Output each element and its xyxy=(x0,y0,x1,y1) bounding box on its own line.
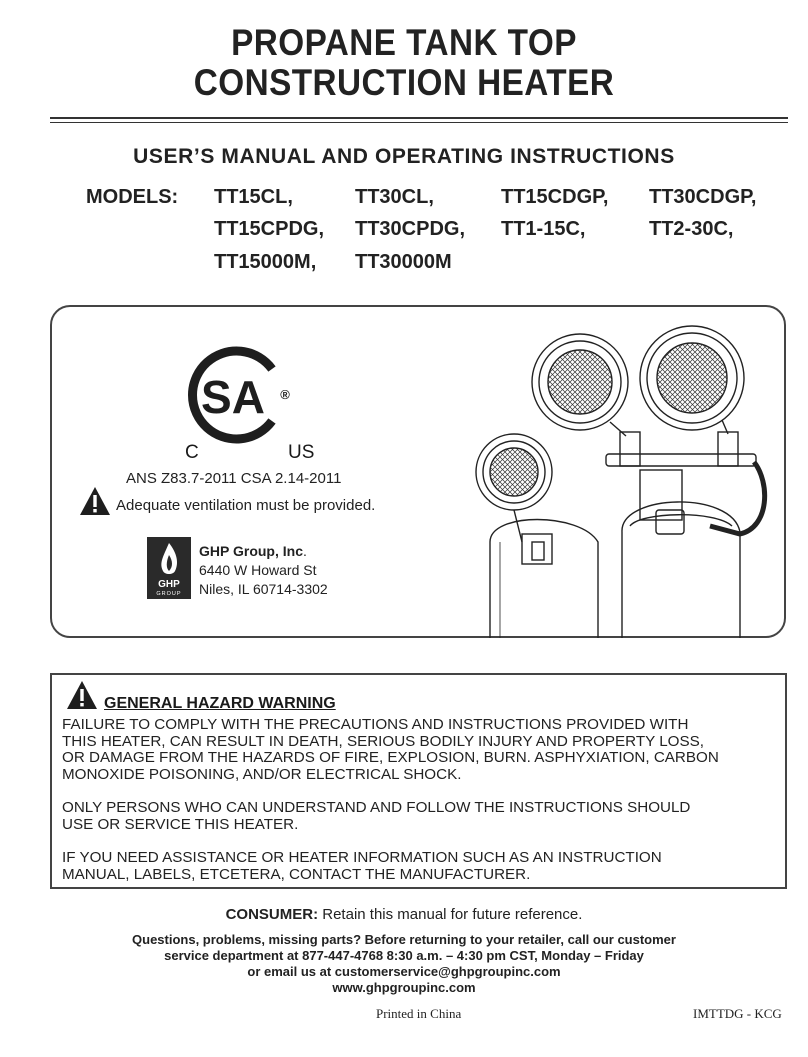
website: www.ghpgroupinc.com xyxy=(332,980,476,995)
service-line-1: Questions, problems, missing parts? Before returning to your retailer, call our customer xyxy=(132,932,676,947)
warning-title: GENERAL HAZARD WARNING xyxy=(104,695,336,712)
warning-line: IF YOU NEED ASSISTANCE OR HEATER INFORMATION SUCH AS AN INSTRUCTION xyxy=(62,849,662,866)
model-item: TT30000M xyxy=(355,251,452,273)
model-item: TT1-15C, xyxy=(501,218,586,240)
company-name-period: . xyxy=(302,543,307,559)
title-line-2: CONSTRUCTION HEATER xyxy=(193,62,615,103)
warning-line: USE OR SERVICE THIS HEATER. xyxy=(62,815,299,833)
registered-mark: ® xyxy=(280,387,290,402)
ghp-logo-bottom: GROUP xyxy=(156,591,182,597)
warning-paragraph-1 xyxy=(62,717,782,783)
model-item: TT30CPDG, xyxy=(355,218,466,240)
title-line-1: PROPANE TANK TOP xyxy=(231,22,577,63)
model-item: TT30CDGP, xyxy=(649,186,757,208)
c-mark: C xyxy=(185,442,199,463)
warning-line: OR DAMAGE FROM THE HAZARDS OF FIRE, EXPLOSION, BURN. ASPHYXIATION, CARBON xyxy=(62,749,719,766)
model-item: TT15CL, xyxy=(214,186,293,208)
printed-in: Printed in China xyxy=(376,1006,462,1021)
csa-logo-text: SA xyxy=(201,371,265,423)
warning-line: THIS HEATER, CAN RESULT IN DEATH, SERIOUS BODILY INJURY AND PROPERTY LOSS, xyxy=(62,732,704,750)
document-code: IMTTDG - KCG xyxy=(693,1006,782,1021)
model-item: TT15CPDG, xyxy=(214,218,325,240)
warning-paragraph-3 xyxy=(62,850,782,883)
us-mark: US xyxy=(288,442,315,463)
title-rule-thin xyxy=(50,122,788,123)
consumer-note xyxy=(0,906,808,923)
model-item: TT30CL, xyxy=(355,186,434,208)
hazard-warning-icon xyxy=(66,680,98,710)
ventilation-note: Adequate ventilation must be provided. xyxy=(116,497,376,514)
consumer-text: Retain this manual for future reference. xyxy=(318,906,583,923)
warning-line: FAILURE TO COMPLY WITH THE PRECAUTIONS AND INSTRUCTIONS PROVIDED WITH xyxy=(62,716,689,733)
models-label: MODELS: xyxy=(86,186,179,208)
company-address-1: 6440 W Howard St xyxy=(199,562,317,578)
subtitle: USER’S MANUAL AND OPERATING INSTRUCTIONS xyxy=(133,145,675,168)
warning-line: MONOXIDE POISONING, AND/OR ELECTRICAL SHOCK. xyxy=(62,765,462,783)
service-line-2: service department at 877-447-4768 8:30 a.m. – 4:30 pm CST, Monday – Friday xyxy=(164,948,644,963)
heater-illustration xyxy=(470,312,784,638)
company-address-2: Niles, IL 60714-3302 xyxy=(199,581,328,597)
csa-logo xyxy=(186,345,298,445)
warning-paragraph-2 xyxy=(62,800,782,833)
model-item: TT2-30C, xyxy=(649,218,734,240)
company-name xyxy=(199,543,307,559)
title-rule-thick xyxy=(50,117,788,119)
model-item: TT15CDGP, xyxy=(501,186,609,208)
ghp-logo xyxy=(147,537,191,599)
service-line-3: or email us at customerservice@ghpgroupinc.com xyxy=(247,964,561,979)
warning-line: ONLY PERSONS WHO CAN UNDERSTAND AND FOLLOW THE INSTRUCTIONS SHOULD xyxy=(62,799,691,816)
model-item: TT15000M, xyxy=(214,251,317,273)
ghp-logo-top: GHP xyxy=(158,579,180,590)
standards-text: ANS Z83.7-2011 CSA 2.14-2011 xyxy=(126,470,342,487)
warning-icon xyxy=(79,486,111,516)
consumer-label: CONSUMER: xyxy=(225,906,319,923)
warning-line: MANUAL, LABELS, ETCETERA, CONTACT THE MANUFACTURER. xyxy=(62,865,531,883)
company-name-text: GHP Group, Inc xyxy=(199,543,303,559)
